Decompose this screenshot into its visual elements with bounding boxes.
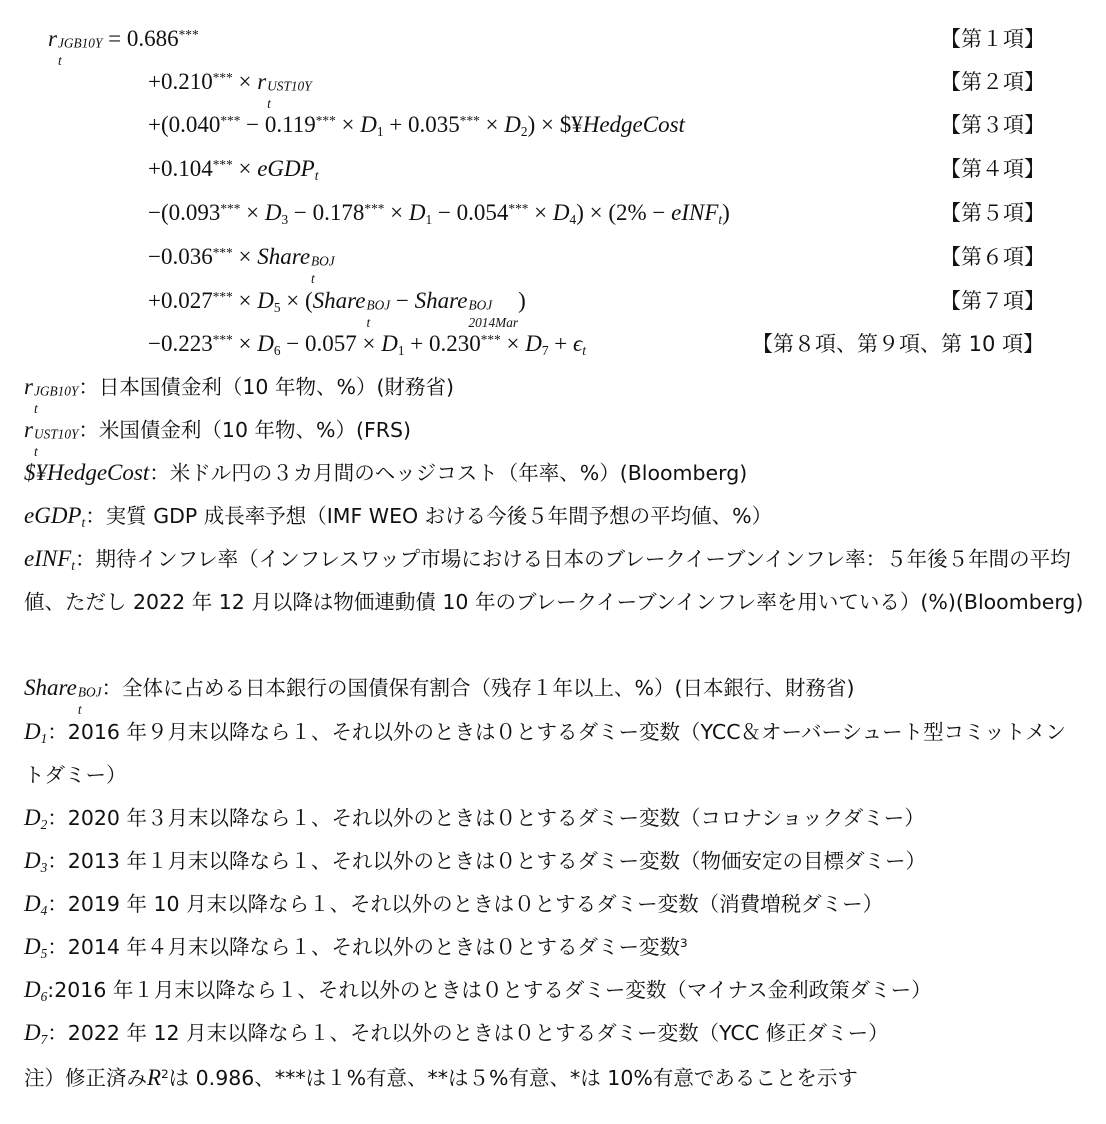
- term-tag-4: 【第４項】: [940, 157, 1045, 181]
- lhs-symbol: r: [48, 26, 57, 51]
- term-tag-2: 【第２項】: [940, 70, 1045, 94]
- term-tag-5: 【第５項】: [940, 201, 1045, 225]
- definition-d7: $D_7$：2022 年 12 月末以降なら１、それ以外のときは０とするダミー変数（YCC 修正ダミー）: [24, 1020, 889, 1047]
- equation-line-8: $-0.223^{***} \times D_6 - 0.057 \times D_1 + 0.230^{***} \times D_7 + \epsilon_t$: [148, 331, 586, 358]
- term-tag-8-10: 【第８項、第９項、第 10 項】: [752, 332, 1045, 356]
- equation-line-4: +0.104*** × eGDP$_t$: [148, 156, 319, 183]
- term-tag-1: 【第１項】: [940, 27, 1045, 51]
- definition-egdp: eGDP$_t$：実質 GDP 成長率予想（IMF WEO おける今後５年間予想の平均値、%）: [24, 503, 773, 530]
- definition-d5: $D_5$：2014 年４月末以降なら１、それ以外のときは０とするダミー変数$^3$: [24, 934, 688, 961]
- definition-d3: $D_3$：2013 年１月末以降なら１、それ以外のときは０とするダミー変数（物価安定の目標ダミー）: [24, 848, 926, 875]
- term-tag-6: 【第６項】: [940, 245, 1045, 269]
- definition-share-boj: Share BOJ t ：全体に占める日本銀行の国債保有割合（残存１年以上、%）(日本銀行、財務省): [24, 675, 855, 718]
- equation-line-2: +0.210*** × r UST10Y t: [148, 69, 312, 112]
- definition-d1: $D_1$：2016 年９月末以降なら１、それ以外のときは０とするダミー変数（YCC＆オーバーシュート型コミットメントダミー）: [24, 719, 1067, 787]
- definition-d4: $D_4$：2019 年 10 月末以降なら１、それ以外のときは０とするダミー変数（消費増税ダミー）: [24, 891, 884, 918]
- footnote-marker: 3: [679, 936, 688, 951]
- equation-line-7: $+0.027^{***} \times D_5$ × (Share BOJ t − Share BOJ 2014Mar ): [148, 288, 526, 331]
- definition-einf: eINF$_t$：期待インフレ率（インフレスワップ市場における日本のブレークイーブンインフレ率：５年後５年間の平均値、ただし 2022 年 12 月以降は物価連動債 10 年のブレークイーブンインフレ率を用いている）(%)(Bloomberg): [24, 546, 1084, 614]
- equation-line-6: −0.036*** × Share BOJ t: [148, 244, 335, 287]
- term-tag-3: 【第３項】: [940, 113, 1045, 137]
- equation-line-5: $-(0.093^{***} \times D_3 - 0.178^{***} \times D_1 - 0.054^{***} \times D_4) \times (2\%$ − eINF$_t$): [148, 200, 730, 227]
- definition-hedgecost: $¥HedgeCost：米ドル円の３カ月間のヘッジコスト（年率、%）(Bloomberg): [24, 460, 748, 485]
- definition-d6: $D_6:2016$ 年１月末以降なら１、それ以外のときは０とするダミー変数（マイナス金利政策ダミー）: [24, 977, 932, 1004]
- term-tag-7: 【第７項】: [940, 289, 1045, 313]
- definition-jgb10y: r JGB10Y t ：日本国債金利（10 年物、%）(財務省): [24, 374, 454, 417]
- equation-line-1: r JGB10Y t = 0.686***: [48, 26, 199, 69]
- definition-d2: $D_2$：2020 年３月末以降なら１、それ以外のときは０とするダミー変数（コロナショックダミー）: [24, 805, 925, 832]
- definition-ust10y: r UST10Y t ：米国債金利（10 年物、%）(FRS): [24, 417, 412, 460]
- equation-line-3: $+(0.040^{***} - 0.119^{***} \times D_1 + 0.035^{***} \times D_2)$ × $¥HedgeCost: [148, 112, 685, 139]
- significance-note: 注）修正済み$R^2$は 0.986、***は１%有意、**は５%有意、*は 10%有意であることを示す: [24, 1065, 858, 1090]
